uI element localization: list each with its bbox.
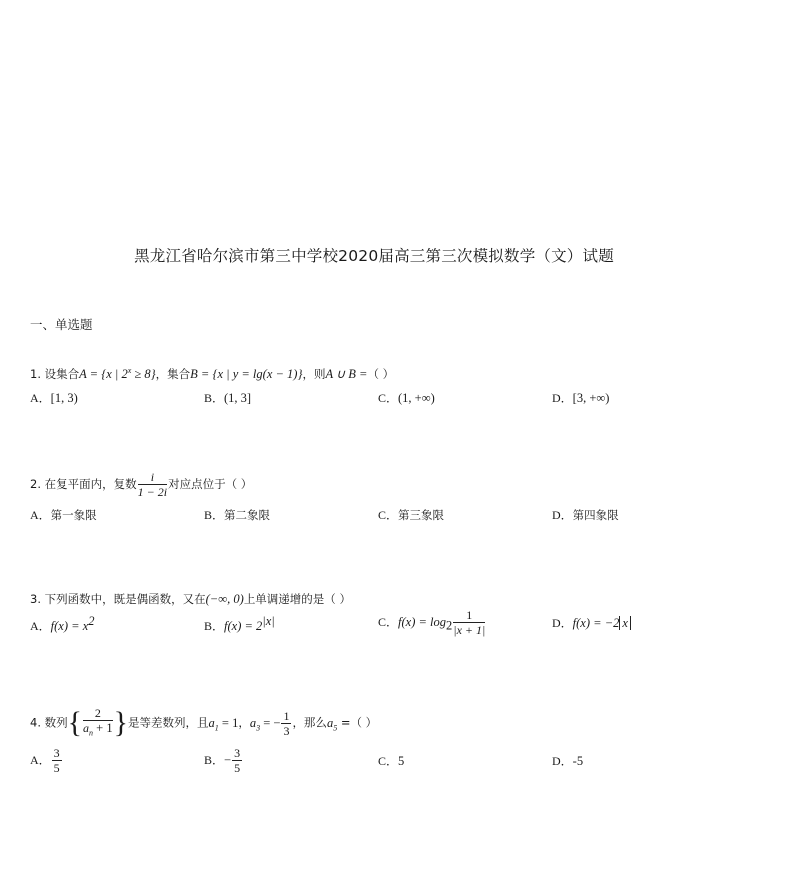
- option-a[interactable]: A． $\frac{3}{5}$: [30, 746, 60, 775]
- option-b[interactable]: B．第二象限: [204, 508, 271, 522]
- question-4: 4. 数列{ $\frac{2}{a_n + 1}$ }是等差数列，且$a_1 = 1$，$a_3$ = − $\frac{1}{3}$ ，那么$a_5$ =（ ）: [30, 706, 378, 740]
- option-d[interactable]: D．第四象限: [552, 508, 619, 522]
- question-text: 下列函数中，既是偶函数，又在: [44, 592, 206, 606]
- option-c[interactable]: C．(1, +∞): [378, 391, 435, 405]
- question-text: 在复平面内，复数: [44, 477, 137, 491]
- question-text: ，那么: [292, 715, 327, 730]
- question-text: 是等差数列，且: [128, 715, 209, 730]
- brace-right-icon: }: [113, 706, 129, 740]
- section-heading: 一、单选题: [30, 317, 93, 332]
- option-a[interactable]: A．$f(x) = x^2$: [30, 614, 95, 633]
- option-d[interactable]: D．-5: [552, 754, 584, 768]
- math-expr: A ∪ B =: [325, 367, 368, 382]
- math-interval: (−∞, 0): [205, 592, 244, 606]
- math-set-b: B = {x | y = lg(x − 1)}: [190, 367, 303, 382]
- math-a3: $a_3$ = −: [249, 715, 281, 733]
- option-c[interactable]: C．第三象限: [378, 508, 445, 522]
- question-number: 1.: [30, 367, 41, 382]
- math-fraction: $\frac{i}{1 - 2i}$: [137, 470, 168, 499]
- option-c[interactable]: C．$f(x) = \log_2$ $\frac{1}{|x + 1|}$: [378, 608, 486, 637]
- answer-blank: =（ ）: [337, 715, 378, 730]
- question-text: 数列: [44, 715, 68, 730]
- question-number: 2.: [30, 477, 41, 491]
- option-d[interactable]: D．[3, +∞): [552, 391, 610, 405]
- question-text: ，则: [302, 367, 326, 382]
- question-2: [30, 470, 252, 499]
- brace-left-icon: {: [67, 706, 83, 740]
- page-title: 黑龙江省哈尔滨市第三中学校2020届高三第三次模拟数学（文）试题: [134, 247, 614, 265]
- option-b[interactable]: B．$f(x) = 2^{|x|}$: [204, 614, 275, 633]
- math-fraction: $\frac{1}{3}$: [283, 708, 290, 738]
- question-3: [30, 591, 351, 607]
- option-b[interactable]: B．(1, 3]: [204, 391, 252, 405]
- math-a1: $a_1 = 1$: [208, 715, 239, 733]
- option-c[interactable]: C．5: [378, 754, 405, 768]
- question-text: ，集合: [155, 367, 191, 382]
- answer-blank: （ ）: [367, 367, 395, 382]
- question-text: 设集合: [44, 367, 80, 382]
- question-number: 3.: [30, 592, 41, 606]
- option-b[interactable]: B．− $\frac{3}{5}$: [204, 746, 241, 775]
- option-d[interactable]: D．f(x) = −2 x: [552, 614, 631, 631]
- option-a[interactable]: A．[1, 3): [30, 391, 78, 405]
- math-fraction: $\frac{2}{a_n + 1}$: [83, 706, 113, 738]
- question-text: 上单调递增的是（ ）: [243, 592, 351, 606]
- question-number: 4.: [30, 715, 41, 730]
- option-a[interactable]: A．第一象限: [30, 508, 97, 522]
- question-text: 对应点位于（ ）: [168, 477, 253, 491]
- math-set-a: A = {x | $2^x \ge 8$}: [79, 366, 156, 382]
- question-1: [30, 366, 394, 382]
- math-a5: $a_5$: [326, 715, 338, 733]
